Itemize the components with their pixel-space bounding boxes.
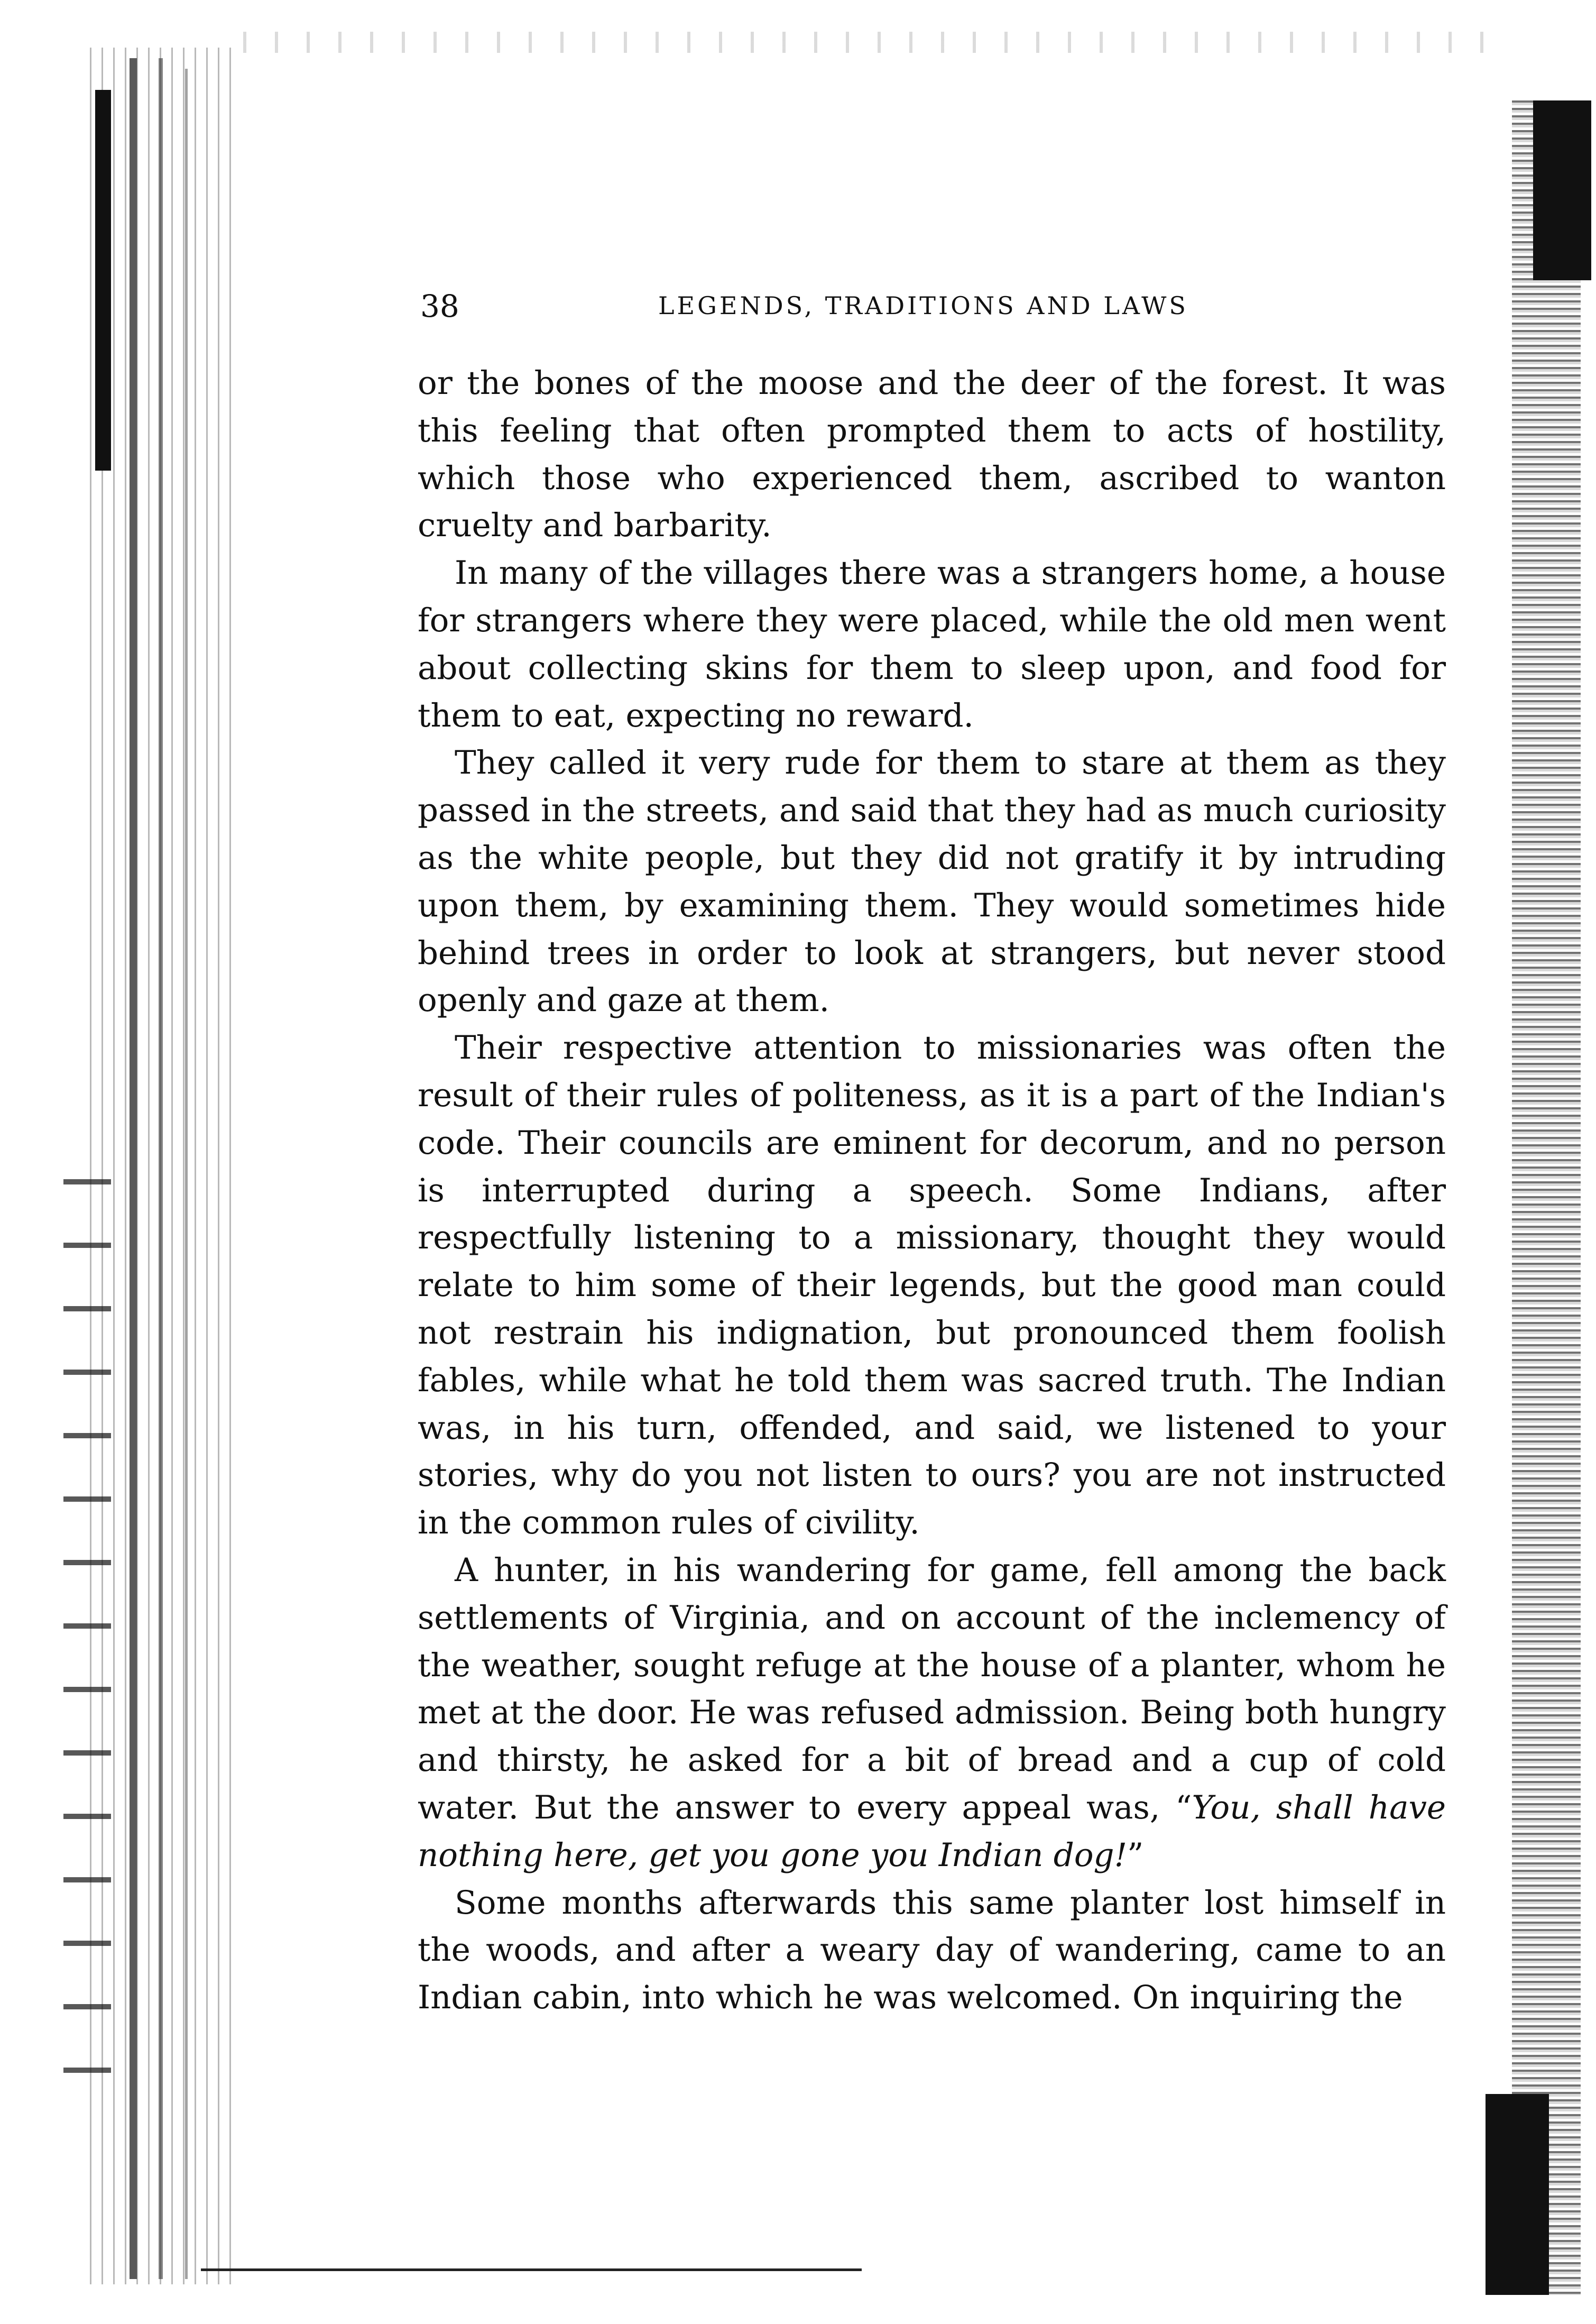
- book-edge-left-mark: [95, 90, 111, 471]
- scan-noise-top: [243, 32, 1512, 53]
- paragraph-5-quote: You, shall have nothing here, get you gone you Indian dog!: [418, 1788, 1446, 1874]
- book-edge-right: [1512, 100, 1581, 2295]
- page-bottom-edge: [201, 2268, 862, 2271]
- paragraph-5-text: A hunter, in his wandering for game, fell among the back settlements of Virginia, and on account of the inclemency of the weather, sought refuge at the house of a planter, whom he met at the door. He was refused admission. Being both hungry and thirsty, he asked for a bit of bread and a cup of cold water. But the answer to every appeal was, “: [418, 1551, 1446, 1826]
- book-edge-right-shadow-bottom: [1486, 2094, 1549, 2295]
- running-head: LEGENDS, TRADITIONS AND LAWS: [658, 291, 1188, 320]
- paragraph-5: [418, 1547, 1446, 1879]
- book-edge-right-shadow-top: [1533, 100, 1591, 280]
- paragraph-2: In many of the villages there was a strangers home, a house for strangers where they were placed, while the old men went about collecting skins for them to sleep upon, and food for them to eat, expecting no reward.: [418, 554, 1446, 734]
- paragraph-4: Their respective attention to missionaries was often the result of their rules of politeness, as it is a part of the Indian's code. Their councils are eminent for decorum, and no person is interrupted during a speech. Some Indians, after respectfully listening to a missionary, thought they would relate to him some of their legends, but the good man could not restrain his indignation, but pronounced them foolish fables, while what he told them was sacred truth. The Indian was, in his turn, offended, and said, we listened to your stories, why do you not listen to ours? you are not instructed in the common rules of civility.: [418, 1029, 1446, 1542]
- paragraph-6: Some months afterwards this same planter lost himself in the woods, and after a weary day of wandering, came to an Indian cabin, into which he was welcomed. On inquiring the: [418, 1884, 1446, 2017]
- paragraph-3: They called it very rude for them to stare at them as they passed in the streets, and said that they had as much curiosity as the white people, but they did not gratify it by intruding upon them, by examining them. They would sometimes hide behind trees in order to look at strangers, but never stood openly and gaze at them.: [418, 744, 1446, 1019]
- page-body: [418, 360, 1446, 2022]
- book-edge-left-line: [159, 58, 163, 2279]
- book-edge-left-line: [185, 69, 188, 2279]
- page-number: 38: [420, 288, 459, 324]
- scan-marks-left: [63, 1179, 111, 2131]
- page-header: [420, 288, 1478, 325]
- book-edge-left-line: [130, 58, 137, 2279]
- paragraph-1: or the bones of the moose and the deer of the forest. It was this feeling that often prompted them to acts of hostility, which those who experienced them, ascribed to wanton cruelty and barbarity.: [418, 364, 1446, 545]
- paragraph-5-close-quote: ”: [1127, 1836, 1144, 1874]
